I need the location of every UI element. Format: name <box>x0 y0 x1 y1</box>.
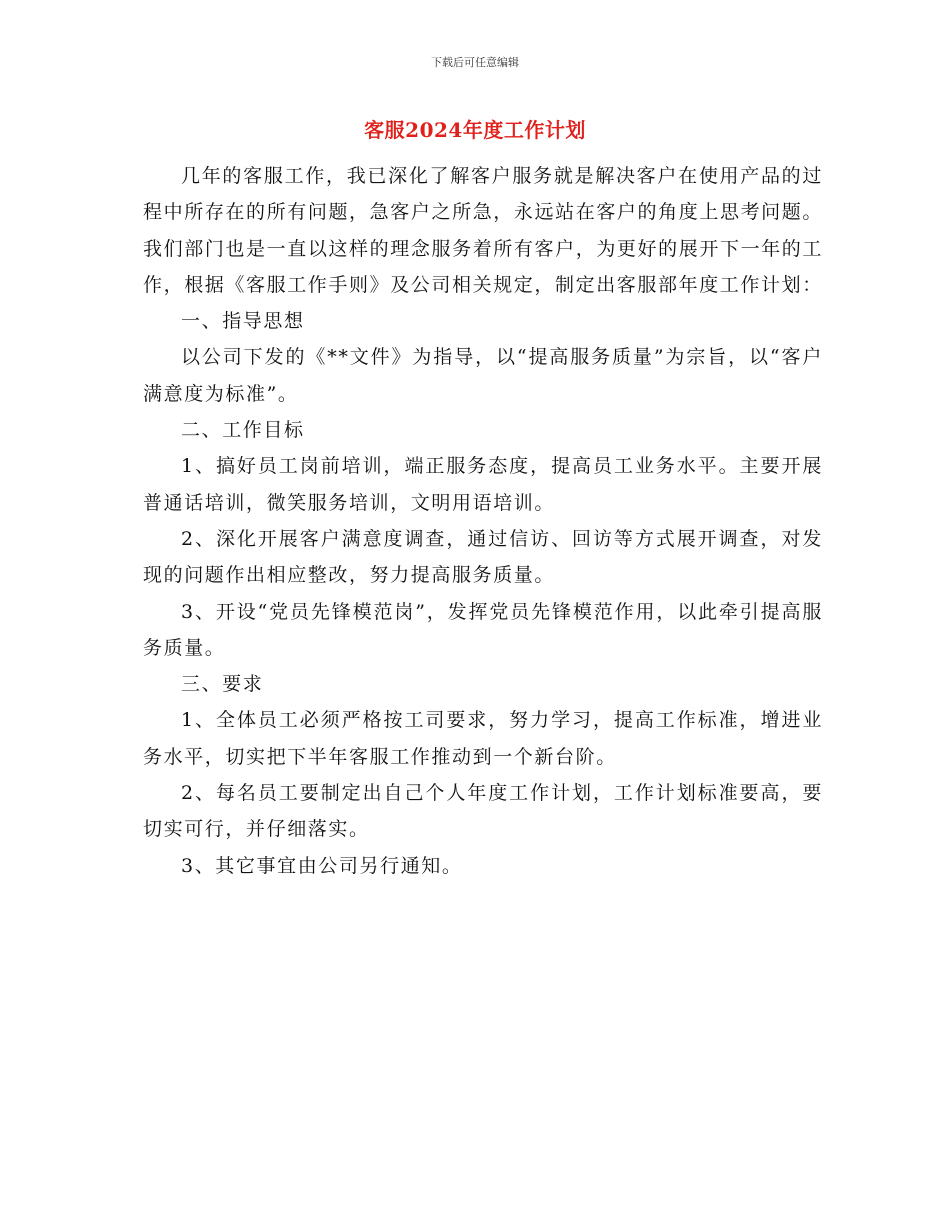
section-heading-requirements: 三、要求 <box>181 673 264 696</box>
guiding-ideology-paragraph: 以公司下发的《**文件》为指导，以“提高服务质量”为宗旨，以“客户满意度为标准”。 <box>143 346 823 405</box>
work-goal-item: 2、深化开展客户满意度调查，通过信访、回访等方式展开调查，对发现的问题作出相应整改，努力提高服务质量。 <box>143 527 823 587</box>
section-heading-guiding-ideology: 一、指导思想 <box>181 310 305 333</box>
work-goal-item: 3、开设“党员先锋模范岗”，发挥党员先锋模范作用，以此牵引提高服务质量。 <box>143 600 823 659</box>
document-title: 客服2024年度工作计划 <box>364 118 586 142</box>
intro-paragraph: 几年的客服工作，我已深化了解客户服务就是解决客户在使用产品的过程中所存在的所有问题，急客户之所急，永远站在客户的角度上思考问题。我们部门也是一直以这样的理念服务着所有客户，为更好的展开下一年的工作，根据《客服工作手则》及公司相关规定，制定出客服部年度工作计划： <box>143 165 823 296</box>
header-note: 下载后可任意编辑 <box>431 56 519 69</box>
document-body <box>143 158 823 884</box>
section-heading-work-goals: 二、工作目标 <box>181 419 305 442</box>
requirement-item: 1、全体员工必须严格按工司要求，努力学习，提高工作标准，增进业务水平，切实把下半年客服工作推动到一个新台阶。 <box>143 709 823 768</box>
requirement-item: 2、每名员工要制定出自己个人年度工作计划，工作计划标准要高，要切实可行，并仔细落实。 <box>143 782 823 841</box>
requirement-item: 3、其它事宜由公司另行通知。 <box>181 854 463 877</box>
work-goal-item: 1、搞好员工岗前培训，端正服务态度，提高员工业务水平。主要开展普通话培训，微笑服务培训，文明用语培训。 <box>143 455 823 514</box>
